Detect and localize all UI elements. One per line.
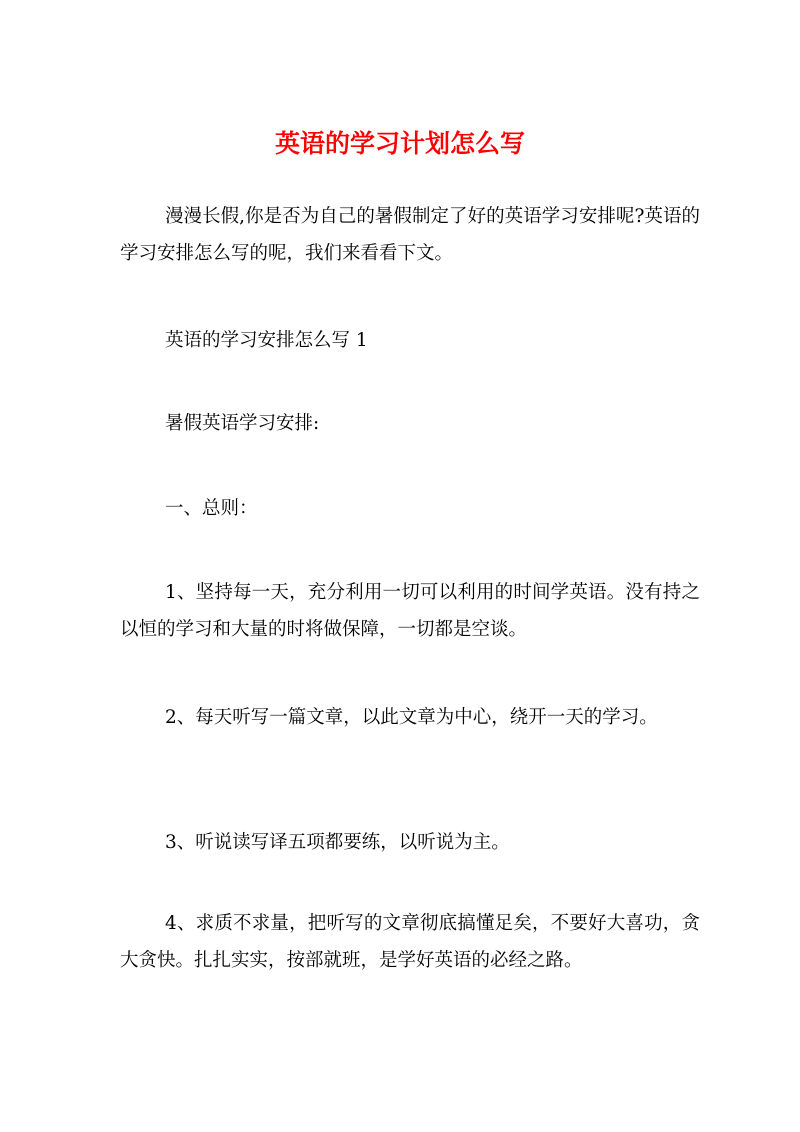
subheading-general-rules: 一、总则： [165,498,258,519]
rule-item-4: 4、求质不求量，把听写的文章彻底搞懂足矣，不要好大喜功，贪大贪快。扎扎实实，按部就班，是学好英语的必经之路。 [120,913,700,971]
document-title: 英语的学习计划怎么写 [274,129,525,158]
rule-item-1: 1、坚持每一天，充分利用一切可以利用的时间学英语。没有持之以恒的学习和大量的时将做保障，一切都是空谈。 [120,582,700,640]
rule-item-3: 3、听说读写译五项都要练，以听说为主。 [165,832,510,853]
intro-paragraph: 漫漫长假,你是否为自己的暑假制定了好的英语学习安排呢?英语的学习安排怎么写的呢，我们来看看下文。 [120,206,700,264]
section-heading: 英语的学习安排怎么写 1 [165,330,368,351]
rule-item-2: 2、每天听写一篇文章，以此文章为中心，绕开一天的学习。 [165,707,658,728]
subheading-summer-plan: 暑假英语学习安排: [165,413,320,434]
